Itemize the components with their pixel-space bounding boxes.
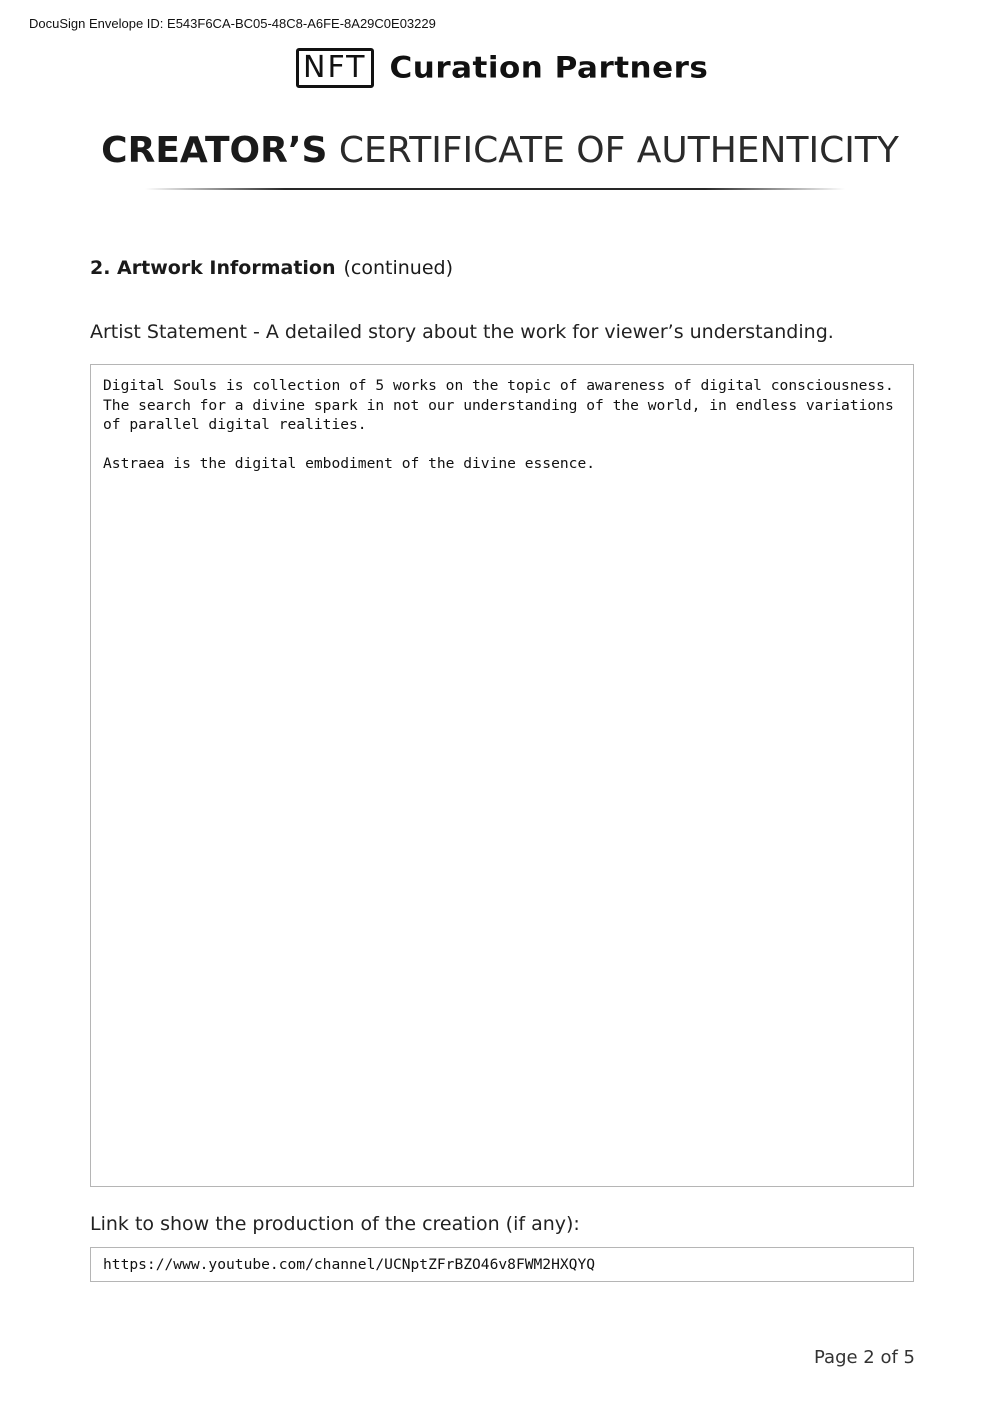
section-heading — [90, 257, 453, 279]
nft-curation-partners-logo — [296, 47, 708, 89]
title-divider — [145, 188, 845, 190]
artist-statement-label: Artist Statement - A detailed story about the work for viewer’s understanding. — [90, 321, 834, 343]
section-heading-title: 2. Artwork Information — [90, 257, 336, 279]
logo-wordmark: Curation Partners — [389, 50, 709, 86]
paragraph-spacer — [103, 435, 901, 455]
certificate-title — [0, 130, 1000, 171]
certificate-title-rest: CERTIFICATE OF AUTHENTICITY — [338, 130, 899, 171]
artist-statement-paragraph-2: Astraea is the digital embodiment of the divine essence. — [103, 455, 596, 472]
production-link-field[interactable]: https://www.youtube.com/channel/UCNptZFrBZO46v8FWM2HXQYQ — [90, 1247, 914, 1282]
page-number: Page 2 of 5 — [814, 1347, 915, 1368]
certificate-title-bold: CREATOR’S — [101, 130, 328, 171]
production-link-label: Link to show the production of the creation (if any): — [90, 1213, 580, 1235]
section-heading-continued: (continued) — [343, 257, 454, 279]
artist-statement-field[interactable] — [90, 364, 914, 1187]
logo-nft-box: NFT — [296, 48, 374, 88]
docusign-envelope-id: DocuSign Envelope ID: E543F6CA-BC05-48C8-A6FE-8A29C0E03229 — [29, 16, 436, 31]
artist-statement-paragraph-1: Digital Souls is collection of 5 works on the topic of awareness of digital consciousness. The search for a divine spark in not our understanding of the world, in endless variations of parallel digital realities. — [103, 377, 894, 433]
